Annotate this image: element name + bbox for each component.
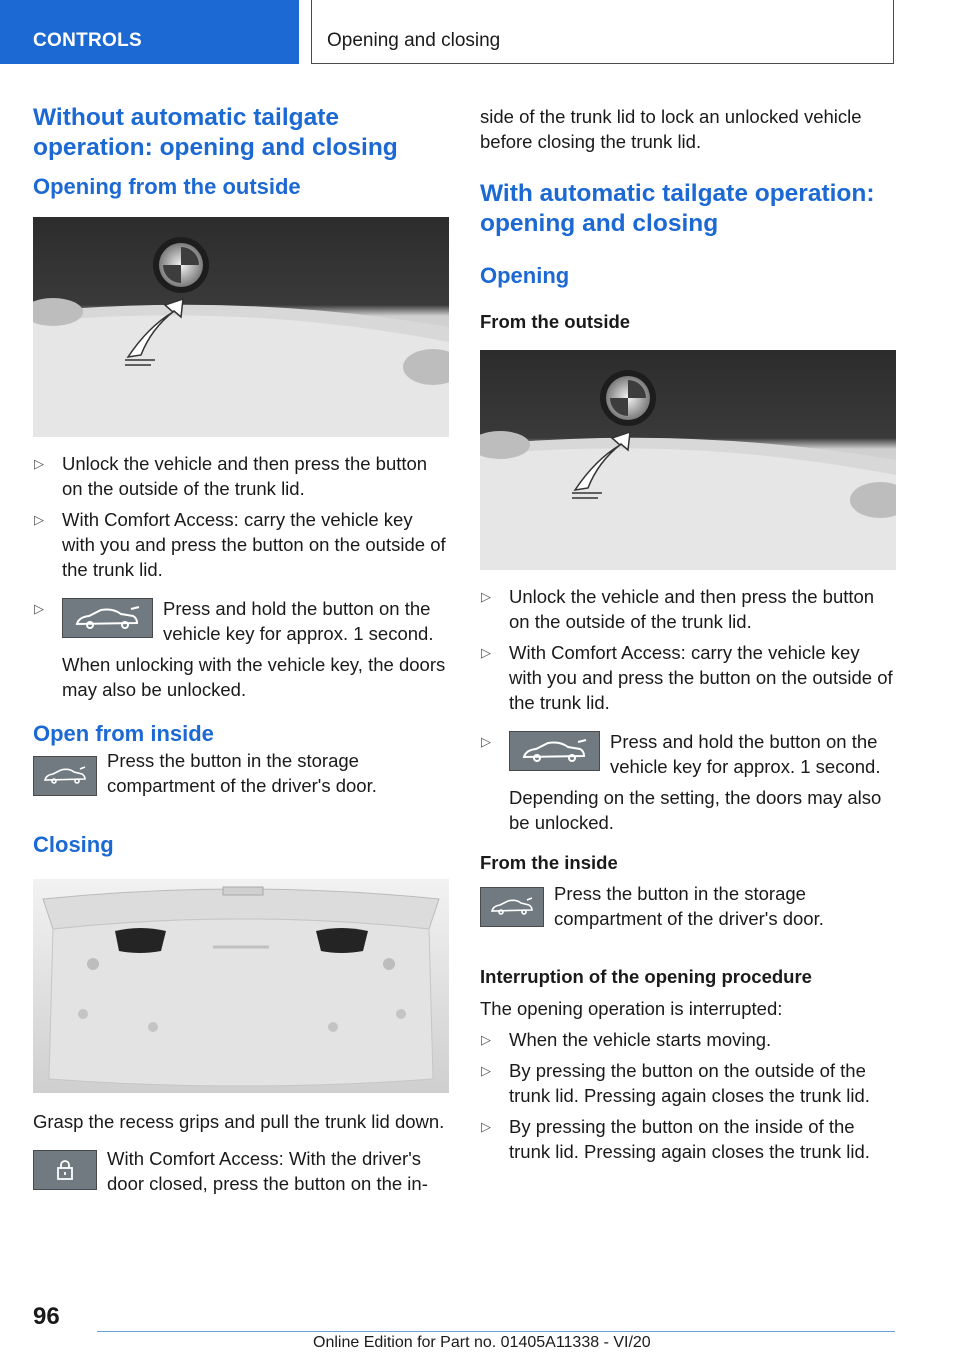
list-item (480, 729, 896, 835)
page-number: 96 (33, 1303, 60, 1330)
list-item: ▷ By pressing the button on the outside of the trunk lid. Pressing again closes the trunk lid. (481, 1060, 870, 1106)
page-header (311, 0, 894, 64)
list-item (33, 596, 449, 702)
footer-divider (97, 1331, 895, 1332)
key-hold-text: Press and hold the button on the vehicle key for approx. 1 second. (163, 598, 434, 644)
triangle-bullet-icon: ▷ (481, 645, 491, 660)
key-setting-note: Depending on the setting, the doors may also be unlocked. (509, 787, 882, 833)
lock-icon (33, 1150, 97, 1190)
comfort-text: With Comfort Access: With the driver's door closed, press the button on the in- (107, 1148, 428, 1194)
list-item: ▷ With Comfort Access: carry the vehicle key with you and press the button on the outside of the trunk lid. (481, 642, 893, 713)
heading-from-inside: From the inside (480, 852, 618, 873)
trunk-lid-photo (33, 879, 449, 1093)
heading-opening: Opening (480, 263, 570, 288)
heading-interruption: Interruption of the opening procedure (480, 966, 812, 987)
heading-open-inside: Open from inside (33, 721, 214, 746)
interrupt-intro: The opening operation is interrupted: (480, 998, 783, 1019)
triangle-bullet-icon: ▷ (481, 734, 491, 749)
section-tab (0, 0, 299, 64)
car-trunk-icon (33, 756, 97, 796)
key-unlock-note: When unlocking with the vehicle key, the doors may also be unlocked. (62, 654, 446, 700)
right-column (480, 100, 896, 1170)
inside-text: Press the button in the storage compartment of the driver's door. (554, 883, 824, 929)
car-trunk-icon (480, 887, 544, 927)
outside-opening-list (480, 584, 896, 835)
triangle-bullet-icon: ▷ (481, 1032, 491, 1047)
car-trunk-icon (62, 598, 153, 638)
triangle-bullet-icon: ▷ (34, 601, 44, 616)
inside-text: Press the button in the storage compartment of the driver's door. (107, 750, 377, 796)
list-item: ▷ Unlock the vehicle and then press the button on the outside of the trunk lid. (34, 453, 428, 499)
grasp-text: Grasp the recess grips and pull the trunk lid down. (33, 1111, 445, 1132)
list-item: ▷ With Comfort Access: carry the vehicle key with you and press the button on the outside of the trunk lid. (34, 509, 446, 580)
heading-from-outside: From the outside (480, 311, 631, 332)
triangle-bullet-icon: ▷ (481, 589, 491, 604)
heading-with-automatic: With automatic tailgate operation: opening and closing (480, 180, 875, 237)
heading-opening-outside: Opening from the outside (33, 174, 301, 199)
heading-closing: Closing (33, 832, 114, 857)
list-item: ▷ When the vehicle starts moving. (481, 1029, 772, 1050)
page-title: Opening and closing (327, 30, 501, 51)
list-item: ▷ Unlock the vehicle and then press the button on the outside of the trunk lid. (481, 586, 875, 632)
inside-row (480, 881, 896, 931)
left-column (33, 100, 449, 1196)
interrupt-list (480, 1027, 896, 1164)
outside-opening-list (33, 451, 449, 702)
trunk-button-photo (33, 217, 449, 437)
key-hold-text: Press and hold the button on the vehicle key for approx. 1 second. (610, 731, 881, 777)
section-label: CONTROLS (33, 30, 143, 51)
trunk-button-photo (480, 350, 896, 570)
comfort-row (33, 1146, 449, 1196)
heading-without-automatic: Without automatic tailgate operation: opening and closing (33, 104, 398, 161)
continued-text: side of the trunk lid to lock an unlocked vehicle before closing the trunk lid. (480, 106, 862, 152)
inside-row (33, 748, 449, 798)
triangle-bullet-icon: ▷ (34, 456, 44, 471)
edition-text: Online Edition for Part no. 01405A11338 - VI/20 (313, 1334, 651, 1351)
triangle-bullet-icon: ▷ (481, 1119, 491, 1134)
triangle-bullet-icon: ▷ (481, 1063, 491, 1078)
list-item: ▷ By pressing the button on the inside of the trunk lid. Pressing again closes the trunk lid. (481, 1116, 870, 1162)
car-trunk-icon (509, 731, 600, 771)
triangle-bullet-icon: ▷ (34, 512, 44, 527)
